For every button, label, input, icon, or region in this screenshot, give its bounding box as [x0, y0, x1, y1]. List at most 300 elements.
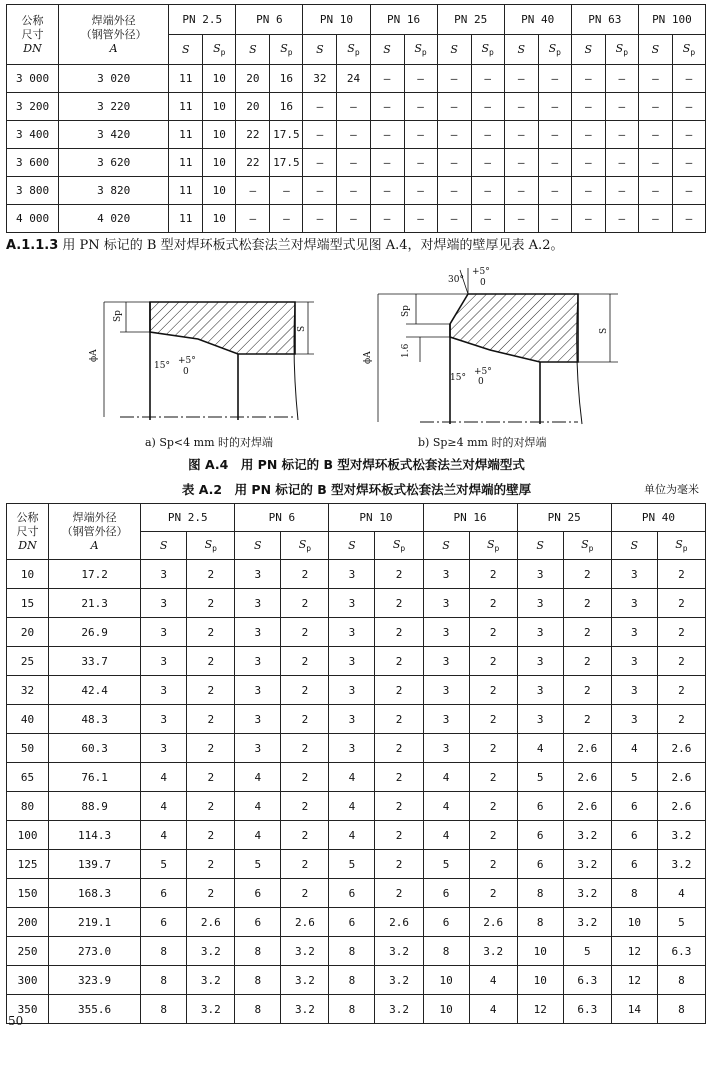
- cell-value: 6: [235, 908, 281, 937]
- cell-value: 2: [187, 705, 235, 734]
- cell-value: 5: [657, 908, 705, 937]
- cell-value: —: [404, 121, 437, 149]
- dim-1-6: 1.6: [401, 343, 411, 358]
- cell-value: 6: [611, 792, 657, 821]
- cell-value: 6: [517, 850, 563, 879]
- cell-value: 10: [203, 205, 236, 233]
- cell-value: 2: [469, 647, 517, 676]
- header-sp: $S_p$: [672, 35, 705, 65]
- cell-value: 2.6: [563, 792, 611, 821]
- cell-value: 11: [169, 205, 203, 233]
- cell-value: 2: [187, 821, 235, 850]
- cell-value: —: [504, 177, 538, 205]
- cell-value: —: [337, 121, 370, 149]
- cell-value: —: [337, 205, 370, 233]
- header-sp: $S_p$: [657, 532, 705, 560]
- cell-value: 2: [375, 618, 423, 647]
- cell-value: 2: [375, 879, 423, 908]
- cell-value: —: [303, 205, 337, 233]
- cell-value: 4: [235, 792, 281, 821]
- cell-value: 3.2: [281, 937, 329, 966]
- header-s: S: [638, 35, 672, 65]
- cell-value: 2: [469, 763, 517, 792]
- clause-text: 用 PN 标记的 B 型对焊环板式松套法兰对焊端型式见图 A.4，对焊端的壁厚见表 A.2。: [62, 238, 564, 253]
- figure-a4-a-diagram: [80, 262, 330, 427]
- cell-value: —: [437, 65, 471, 93]
- cell-value: 12: [517, 995, 563, 1024]
- cell-value: —: [437, 121, 471, 149]
- header-s: S: [169, 35, 203, 65]
- cell-value: 3.2: [187, 995, 235, 1024]
- bevel-angle-a: 15°: [154, 361, 170, 371]
- header-pressure-class: PN 40: [504, 5, 571, 35]
- cell-value: 2.6: [375, 908, 423, 937]
- cell-dn: 3 400: [7, 121, 59, 149]
- cell-value: 3.2: [563, 821, 611, 850]
- cell-value: 11: [169, 177, 203, 205]
- cell-value: 3: [141, 647, 187, 676]
- cell-od: 114.3: [49, 821, 141, 850]
- cell-value: 3: [329, 589, 375, 618]
- cell-value: 6: [517, 792, 563, 821]
- cell-value: 3: [423, 676, 469, 705]
- header-pressure-class: PN 6: [236, 5, 303, 35]
- cell-value: 4: [423, 792, 469, 821]
- dim-s-a: S: [297, 325, 307, 332]
- header-pressure-class: PN 16: [370, 5, 437, 35]
- cell-value: 2: [563, 560, 611, 589]
- cell-value: 8: [517, 879, 563, 908]
- header-s: S: [303, 35, 337, 65]
- bevel-angle-30: 30°: [448, 275, 464, 285]
- table-row: [7, 647, 706, 676]
- cell-value: 11: [169, 65, 203, 93]
- cell-value: 2: [657, 705, 705, 734]
- table-row: [7, 705, 706, 734]
- table-row: [7, 734, 706, 763]
- header-outer-diameter: 焊端外径 （钢管外径） A: [59, 5, 169, 65]
- cell-value: —: [504, 93, 538, 121]
- cell-value: 8: [329, 966, 375, 995]
- cell-value: 3.2: [187, 966, 235, 995]
- cell-value: 8: [235, 937, 281, 966]
- cell-value: 6.3: [657, 937, 705, 966]
- cell-value: 6: [235, 879, 281, 908]
- cell-value: 2: [281, 618, 329, 647]
- header-pressure-class: PN 10: [303, 5, 370, 35]
- cell-value: —: [437, 177, 471, 205]
- cell-value: —: [605, 205, 638, 233]
- cell-value: 24: [337, 65, 370, 93]
- cell-value: 2: [375, 647, 423, 676]
- cell-value: 6: [141, 908, 187, 937]
- bevel-tol-zero-a: 0: [183, 367, 189, 377]
- cell-value: 3.2: [657, 821, 705, 850]
- cell-value: 8: [141, 937, 187, 966]
- cell-value: 3: [611, 676, 657, 705]
- header-s: S: [571, 35, 605, 65]
- cell-value: 3.2: [187, 937, 235, 966]
- cell-value: 2.6: [469, 908, 517, 937]
- header-pressure-class: PN 100: [638, 5, 705, 35]
- header-s: S: [504, 35, 538, 65]
- cell-value: 10: [517, 966, 563, 995]
- cell-dn: 20: [7, 618, 49, 647]
- cell-value: —: [538, 65, 571, 93]
- table-row: [7, 177, 706, 205]
- cell-value: 2: [563, 705, 611, 734]
- cell-value: —: [303, 177, 337, 205]
- cell-value: 2: [375, 589, 423, 618]
- cell-value: 3: [329, 647, 375, 676]
- cell-value: 8: [329, 995, 375, 1024]
- cell-value: 4: [141, 792, 187, 821]
- cell-dn: 65: [7, 763, 49, 792]
- cell-value: —: [471, 121, 504, 149]
- cell-value: —: [504, 65, 538, 93]
- cell-value: —: [605, 177, 638, 205]
- cell-value: —: [337, 177, 370, 205]
- cell-value: —: [471, 65, 504, 93]
- cell-od: 26.9: [49, 618, 141, 647]
- cell-value: 4: [657, 879, 705, 908]
- cell-value: —: [538, 205, 571, 233]
- cell-value: —: [605, 65, 638, 93]
- cell-value: 3.2: [657, 850, 705, 879]
- cell-dn: 125: [7, 850, 49, 879]
- cell-value: 10: [423, 995, 469, 1024]
- cell-value: 2: [281, 705, 329, 734]
- table-row: [7, 205, 706, 233]
- cell-value: —: [538, 93, 571, 121]
- cell-value: 3: [423, 589, 469, 618]
- cell-od: 42.4: [49, 676, 141, 705]
- cell-value: 22: [236, 121, 270, 149]
- header-pressure-class: PN 2.5: [141, 504, 235, 532]
- cell-value: —: [471, 149, 504, 177]
- header-outer-diameter: 焊端外径 （钢管外径） A: [49, 504, 141, 560]
- cell-value: 3: [141, 676, 187, 705]
- cell-value: 2.6: [657, 792, 705, 821]
- cell-value: —: [370, 149, 404, 177]
- dim-phiA-b: ϕA: [363, 351, 373, 364]
- clause-number: A.1.1.3: [6, 238, 59, 253]
- header-s: S: [236, 35, 270, 65]
- header-s: S: [517, 532, 563, 560]
- cell-value: 4: [141, 821, 187, 850]
- cell-dn: 200: [7, 908, 49, 937]
- cell-dn: 15: [7, 589, 49, 618]
- cell-od: 3 020: [59, 65, 169, 93]
- cell-value: —: [504, 205, 538, 233]
- cell-od: 139.7: [49, 850, 141, 879]
- cell-value: 2.6: [657, 734, 705, 763]
- table-a2-title: 表 A.2 用 PN 标记的 B 型对焊环板式松套法兰对焊端的壁厚: [181, 482, 532, 497]
- cell-od: 48.3: [49, 705, 141, 734]
- cell-value: 3.2: [563, 850, 611, 879]
- cell-value: 3.2: [563, 879, 611, 908]
- cell-value: —: [672, 121, 705, 149]
- header-row: [7, 504, 706, 532]
- header-sp: $S_p$: [605, 35, 638, 65]
- cell-value: 2: [469, 734, 517, 763]
- cell-value: —: [437, 205, 471, 233]
- cell-od: 323.9: [49, 966, 141, 995]
- table-row: [7, 995, 706, 1024]
- cell-value: 3: [141, 560, 187, 589]
- cell-dn: 25: [7, 647, 49, 676]
- cell-value: 2: [657, 676, 705, 705]
- cell-value: 2: [281, 792, 329, 821]
- cell-value: —: [672, 65, 705, 93]
- cell-value: 2: [375, 734, 423, 763]
- dim-phiA-a: ϕA: [89, 349, 99, 362]
- cell-value: —: [672, 205, 705, 233]
- cell-value: 3: [329, 560, 375, 589]
- cell-value: 3: [235, 734, 281, 763]
- cell-value: —: [571, 177, 605, 205]
- cell-value: 2: [187, 879, 235, 908]
- header-sp: $S_p$: [538, 35, 571, 65]
- cell-value: —: [605, 121, 638, 149]
- cell-value: —: [270, 205, 303, 233]
- table-row: [7, 618, 706, 647]
- cell-value: 2: [281, 850, 329, 879]
- figure-b-caption: b) Sp≥4 mm 时的对焊端: [418, 436, 547, 449]
- cell-od: 168.3: [49, 879, 141, 908]
- cell-value: 8: [141, 966, 187, 995]
- header-sp: $S_p$: [187, 532, 235, 560]
- cell-value: 2: [375, 763, 423, 792]
- cell-value: 3: [423, 647, 469, 676]
- cell-dn: 250: [7, 937, 49, 966]
- cell-value: 3: [329, 705, 375, 734]
- cell-dn: 3 200: [7, 93, 59, 121]
- cell-value: 2: [469, 705, 517, 734]
- cell-value: 3.2: [281, 966, 329, 995]
- cell-value: 16: [270, 93, 303, 121]
- bevel-tol-plus-a: +5°: [178, 356, 196, 366]
- cell-value: —: [337, 93, 370, 121]
- cell-od: 3 220: [59, 93, 169, 121]
- cell-value: 2: [375, 560, 423, 589]
- bevel-tol-plus-b: +5°: [474, 367, 492, 377]
- cell-od: 3 420: [59, 121, 169, 149]
- cell-value: 2: [375, 850, 423, 879]
- header-sp: $S_p$: [270, 35, 303, 65]
- header-pressure-class: PN 6: [235, 504, 329, 532]
- cell-value: —: [337, 149, 370, 177]
- cell-value: 2: [281, 734, 329, 763]
- cell-value: 3: [611, 705, 657, 734]
- bevel-tol-plus-top: +5°: [472, 267, 490, 277]
- header-s: S: [423, 532, 469, 560]
- cell-dn: 3 800: [7, 177, 59, 205]
- wall-thickness-table-large-dn: [6, 4, 706, 233]
- cell-value: 3: [611, 647, 657, 676]
- header-s: S: [370, 35, 404, 65]
- header-pressure-class: PN 2.5: [169, 5, 236, 35]
- cell-value: 5: [235, 850, 281, 879]
- cell-value: 3: [329, 618, 375, 647]
- cell-value: 12: [611, 937, 657, 966]
- cell-value: 2: [469, 879, 517, 908]
- cell-value: 3: [141, 589, 187, 618]
- cell-value: 20: [236, 93, 270, 121]
- cell-value: —: [538, 121, 571, 149]
- header-row: [7, 5, 706, 35]
- table-row: [7, 149, 706, 177]
- cell-value: 2.6: [563, 763, 611, 792]
- header-sp: $S_p$: [469, 532, 517, 560]
- cell-value: —: [638, 149, 672, 177]
- cell-value: 2: [657, 560, 705, 589]
- bevel-tol-zero-top: 0: [480, 278, 486, 288]
- cell-value: 6: [423, 879, 469, 908]
- cell-value: 2: [469, 792, 517, 821]
- header-sp: $S_p$: [404, 35, 437, 65]
- cell-value: —: [236, 177, 270, 205]
- cell-value: 10: [517, 937, 563, 966]
- cell-value: 4: [423, 821, 469, 850]
- cell-value: —: [471, 205, 504, 233]
- table-row: [7, 966, 706, 995]
- table-row: [7, 763, 706, 792]
- cell-value: —: [538, 149, 571, 177]
- cell-value: 3.2: [375, 995, 423, 1024]
- cell-value: 2: [375, 705, 423, 734]
- cell-value: 2.6: [281, 908, 329, 937]
- cell-value: 4: [611, 734, 657, 763]
- cell-dn: 32: [7, 676, 49, 705]
- cell-value: —: [504, 121, 538, 149]
- cell-value: 2: [375, 792, 423, 821]
- cell-value: 2.6: [563, 734, 611, 763]
- cell-value: 10: [203, 121, 236, 149]
- cell-value: —: [236, 205, 270, 233]
- cell-value: 2: [187, 763, 235, 792]
- header-s: S: [235, 532, 281, 560]
- cell-value: 10: [423, 966, 469, 995]
- cell-value: 3: [329, 734, 375, 763]
- cell-value: 4: [469, 966, 517, 995]
- table-row: [7, 589, 706, 618]
- cell-value: 8: [423, 937, 469, 966]
- cell-value: —: [605, 149, 638, 177]
- table-row: [7, 908, 706, 937]
- weld-end-section-b: [450, 294, 578, 362]
- cell-value: —: [370, 205, 404, 233]
- cell-od: 3 620: [59, 149, 169, 177]
- header-s: S: [329, 532, 375, 560]
- cell-od: 219.1: [49, 908, 141, 937]
- cell-value: 3.2: [563, 908, 611, 937]
- table-row: [7, 937, 706, 966]
- cell-value: 4: [141, 763, 187, 792]
- figure-a-caption: a) Sp<4 mm 时的对焊端: [145, 436, 273, 449]
- header-s: S: [437, 35, 471, 65]
- cell-value: 3: [329, 676, 375, 705]
- cell-dn: 3 600: [7, 149, 59, 177]
- cell-value: 4: [329, 763, 375, 792]
- table-row: [7, 560, 706, 589]
- cell-value: 2: [281, 676, 329, 705]
- bevel-tol-zero-b: 0: [478, 377, 484, 387]
- cell-value: 20: [236, 65, 270, 93]
- cell-value: 5: [329, 850, 375, 879]
- table-row: [7, 792, 706, 821]
- cell-value: 3: [141, 734, 187, 763]
- cell-value: 10: [203, 65, 236, 93]
- cell-od: 33.7: [49, 647, 141, 676]
- table-row: [7, 879, 706, 908]
- cell-value: 10: [203, 93, 236, 121]
- cell-value: —: [404, 93, 437, 121]
- cell-value: 4: [423, 763, 469, 792]
- cell-value: 12: [611, 966, 657, 995]
- cell-value: 3.2: [375, 937, 423, 966]
- table-row: [7, 121, 706, 149]
- header-pressure-class: PN 25: [517, 504, 611, 532]
- cell-dn: 150: [7, 879, 49, 908]
- cell-value: 2: [469, 618, 517, 647]
- cell-dn: 3 000: [7, 65, 59, 93]
- cell-value: 5: [611, 763, 657, 792]
- cell-value: 2: [375, 821, 423, 850]
- cell-value: 8: [657, 966, 705, 995]
- cell-value: 3.2: [469, 937, 517, 966]
- cell-value: 5: [423, 850, 469, 879]
- cell-value: —: [370, 121, 404, 149]
- table-row: [7, 821, 706, 850]
- table-row: [7, 65, 706, 93]
- cell-value: 5: [563, 937, 611, 966]
- header-nominal-size: 公称 尺寸 DN: [7, 504, 49, 560]
- cell-od: 60.3: [49, 734, 141, 763]
- cell-value: —: [672, 93, 705, 121]
- cell-value: —: [571, 149, 605, 177]
- cell-od: 4 020: [59, 205, 169, 233]
- cell-value: 6: [611, 821, 657, 850]
- cell-value: —: [303, 93, 337, 121]
- cell-value: 5: [517, 763, 563, 792]
- cell-value: —: [571, 121, 605, 149]
- cell-value: 4: [329, 792, 375, 821]
- cell-value: 3: [235, 618, 281, 647]
- cell-value: 8: [657, 995, 705, 1024]
- cell-value: —: [571, 205, 605, 233]
- cell-value: 2: [469, 850, 517, 879]
- cell-value: 3: [517, 647, 563, 676]
- cell-value: 4: [329, 821, 375, 850]
- cell-value: 3: [611, 589, 657, 618]
- cell-od: 17.2: [49, 560, 141, 589]
- cell-value: 3: [517, 560, 563, 589]
- cell-value: 6.3: [563, 966, 611, 995]
- header-sp: $S_p$: [563, 532, 611, 560]
- cell-value: 2.6: [657, 763, 705, 792]
- cell-value: 2: [187, 850, 235, 879]
- cell-value: 2: [187, 792, 235, 821]
- dim-sp-a: Sp: [113, 310, 123, 322]
- unit-note: 单位为毫米: [644, 483, 699, 496]
- cell-value: 3: [423, 560, 469, 589]
- cell-value: —: [370, 93, 404, 121]
- cell-dn: 40: [7, 705, 49, 734]
- cell-value: 2: [187, 560, 235, 589]
- cell-value: 2: [187, 589, 235, 618]
- cell-value: 2: [187, 734, 235, 763]
